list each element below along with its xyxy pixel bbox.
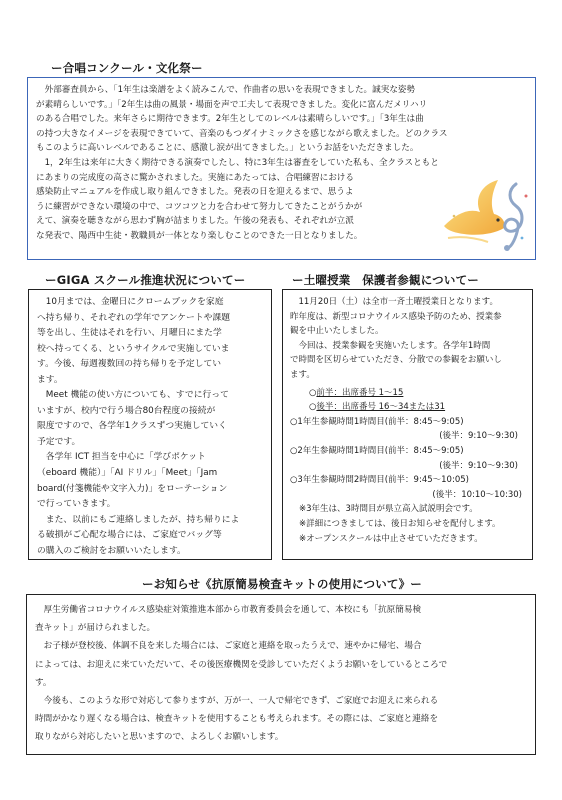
schedule-sub-row — [290, 429, 526, 444]
kit-line: によっては、お迎えに来ていただいて、その後医療機関を受診していただくようお願いをしているところで — [35, 659, 448, 670]
saturday-intro-line: 11月20日（土）は全市一斉土曜授業日となります。 — [290, 297, 498, 307]
giga-line: す。今後、毎週複数回の持ち帰りを予定してい — [37, 359, 222, 370]
bird-with-treble-clef-icon — [438, 176, 533, 254]
chorus-line: えて、演奏を聴きながら思わず胸が詰まりました。午後の発表も、それぞれが立派 — [36, 216, 354, 227]
schedule-sub: (後半：10:10～10:30) — [432, 489, 522, 500]
schedule-sub: (後半：9:10～9:30) — [439, 460, 518, 471]
schedule-line: ○2年生参観時間1時間目(前半：8:45～9:05) — [290, 445, 464, 456]
group-row — [290, 400, 526, 415]
chorus-line: もこのように高いレベルであることに、感激し涙が出てきました。」というお話をいただきました。 — [36, 143, 419, 154]
chorus-line: のある合唱でした。来年さらに期待できます。2年生としてのレベルは素晴らしいです。」「3年生は曲 — [36, 114, 424, 125]
chorus-heading: ー合唱コンクール・文化祭ー — [51, 61, 203, 75]
chorus-line: 外部審査員から、「1年生は楽譜をよく読みこんで、作曲者の思いを表現できました。誠実な姿勢 — [36, 85, 416, 95]
kit-line: お子様が登校後、体調不良を来した場合には、ご家庭と連絡を取ったうえで、速やかに帰宅、場合 — [35, 641, 422, 652]
giga-line: いますが、校内で行う場合80台程度の接続が — [37, 405, 216, 416]
giga-line: 等を出し、生徒はそれを行い、月曜日にまた学 — [37, 328, 222, 339]
chorus-line: な発表で、陽西中生徒・教職員が一体となり楽しむことのできた一日となりました。 — [36, 230, 363, 241]
group-mark: ○ — [309, 387, 317, 398]
chorus-line: の持つ大きなイメージを表現できていて、音楽のもつダイナミックさを感じながら歌えました。どのクラス — [36, 128, 448, 139]
saturday-heading: ー土曜授業 保護者参観についてー — [292, 273, 479, 287]
saturday-intro-line: ます。 — [290, 369, 315, 380]
kit-box — [26, 594, 536, 755]
schedule-sub-row — [290, 488, 526, 503]
giga-line: の購入のご検討をお願いいたします。 — [37, 545, 186, 556]
schedule-line: ○3年生参観時間2時間目(前半：9:45～10:05) — [290, 475, 469, 486]
kit-line: 今後も、このような形で対応して参りますが、万が一、一人で帰宅できず、ご家庭でお迎えに来られる — [35, 696, 439, 707]
chorus-line: 感染防止マニュアルを作成し取り組んできました。発表の日を迎えるまで、思うよ — [36, 187, 354, 198]
schedule-sub-row — [290, 459, 526, 474]
saturday-box — [282, 289, 533, 560]
giga-line: 校へ持ってくる、というサイクルで実施していま — [37, 343, 230, 354]
giga-line: また、以前にもご連絡しましたが、持ち帰りによ — [37, 514, 240, 525]
chorus-line: が素晴らしいです。」「2年生は曲の風景・場面を声で工夫して表現できました。変化に富んだメリハリ — [36, 99, 428, 110]
giga-line: 限度ですので、各学年1クラスずつ実施していく — [37, 421, 227, 432]
kit-heading: ーお知らせ《抗原簡易検査キットの使用について》ー — [142, 577, 422, 591]
giga-box — [28, 289, 272, 560]
note-line: ※3年生は、3時間目が県立高入試説明会です。 — [299, 504, 478, 515]
chorus-line: 1，2年生は来年に大きく期待できる演奏でしたし、特に3年生は審査をしていた私も、全クラスともと — [36, 157, 439, 168]
group-row — [290, 386, 526, 401]
giga-line: ます。 — [37, 374, 63, 385]
giga-line: で行っていきます。 — [37, 499, 116, 510]
chorus-line: にあまりの完成度の高さに驚かされました。実施にあたっては、合唱練習における — [36, 172, 354, 183]
giga-line: 予定です。 — [37, 436, 81, 447]
group-label: 前半 — [316, 387, 334, 398]
giga-line: 10月までは、金曜日にクロームブックを家庭 — [37, 297, 224, 307]
schedule-line: ○1年生参観時間1時間目(前半：8:45～9:05) — [290, 416, 464, 427]
group-mark: ○ — [309, 402, 317, 413]
kit-line: 査キット」が届けられました。 — [35, 623, 156, 634]
group-label: 後半 — [316, 402, 334, 413]
note-line: ※詳細につきましては、後日お知らせを配付します。 — [299, 518, 501, 529]
chorus-box — [27, 77, 536, 260]
giga-heading: ーGIGA スクール推進状況についてー — [45, 273, 246, 287]
kit-line: 厚生労働省コロナウイルス感染症対策推進本部から市教育委員会を通して、本校にも「抗原簡易検 — [35, 605, 422, 615]
giga-line: Meet 機能の使い方についても、すでに行って — [37, 390, 229, 401]
giga-line: （eboard 機能）」「AI ドリル」「Meet」「Jam — [37, 468, 218, 479]
saturday-intro-line: 今回は、授業参観を実施いたします。各学年1時間 — [290, 340, 491, 351]
kit-line: す。 — [35, 677, 52, 688]
saturday-intro-line: 昨年度は、新型コロナウイルス感染予防のため、授業参 — [290, 311, 502, 322]
saturday-intro-line: で時間を区切らせていただき、分散での参観をお願いし — [290, 355, 502, 366]
group-text: ：出席番号 1～15 — [333, 387, 404, 398]
group-text: ：出席番号 16～34または31 — [333, 402, 446, 413]
giga-line: る破損がご心配な場合には、ご家庭でバッグ等 — [37, 530, 222, 541]
saturday-intro-line: 観を中止いたしました。 — [290, 326, 384, 337]
kit-line: 取りながら対応したいと思いますので、よろしくお願いします。 — [35, 732, 284, 743]
giga-line: へ持ち帰り、それぞれの学年でアンケートや課題 — [37, 312, 231, 323]
schedule-sub: (後半：9:10～9:30) — [439, 431, 518, 442]
giga-line: board(付箋機能や文字入力)」をローテーション — [37, 483, 228, 494]
kit-line: 時間がかなり遅くなる場合は、検査キットを使用することも考えられます。その際には、ご家庭と連絡を — [35, 714, 439, 725]
chorus-line: うに練習ができない環境の中で、コツコツと力を合わせて努力してきたことがうかが — [36, 201, 363, 212]
note-line: ※オープンスクールは中止させていただきます。 — [299, 533, 483, 544]
giga-line: 各学年 ICT 担当を中心に「学びポケット — [37, 452, 206, 463]
